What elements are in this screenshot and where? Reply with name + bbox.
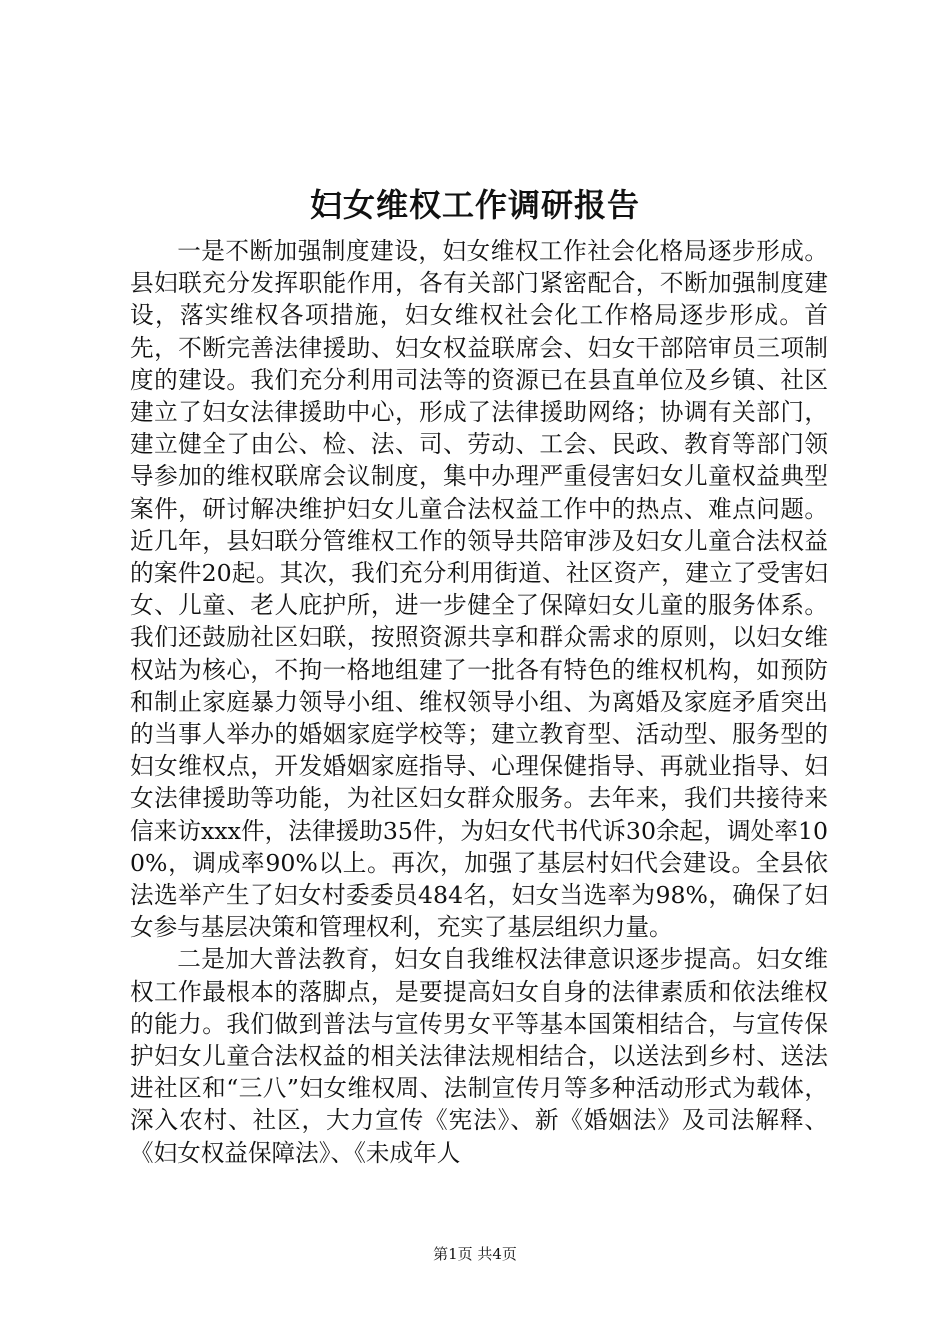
paragraph-2: 二是加大普法教育，妇女自我维权法律意识逐步提高。妇女维权工作最根本的落脚点，是要提高妇女自身的法律素质和依法维权的能力。我们做到普法与宣传男女平等基本国策相结合，与宣传保护妇女儿童合法权益的相关法律法规相结合，以送法到乡村、送法进社区和“三八”妇女维权周、法制宣传月等多种活动形式为载体，深入农村、社区，大力宣传《宪法》、新《婚姻法》及司法解释、《妇女权益保障法》、《未成年人 [130,945,828,1167]
page-footer [0,1244,950,1264]
page-number: 第1页 共4页 [433,1245,517,1263]
document-title: 妇女维权工作调研报告 [309,186,640,224]
paragraph-1: 一是不断加强制度建设，妇女维权工作社会化格局逐步形成。县妇联充分发挥职能作用，各有关部门紧密配合，不断加强制度建设，落实维权各项措施，妇女维权社会化工作格局逐步形成。首先，不断完善法律援助、妇女权益联席会、妇女干部陪审员三项制度的建设。我们充分利用司法等的资源已在县直单位及乡镇、社区建立了妇女法律援助中心，形成了法律援助网络；协调有关部门，建立健全了由公、检、法、司、劳动、工会、民政、教育等部门领导参加的维权联席会议制度，集中办理严重侵害妇女儿童权益典型案件，研讨解决维护妇女儿童合法权益工作中的热点、难点问题。近几年，县妇联分管维权工作的领导共陪审涉及妇女儿童合法权益的案件20起。其次，我们充分利用街道、社区资产，建立了受害妇女、儿童、老人庇护所，进一步健全了保障妇女儿童的服务体系。我们还鼓励社区妇联，按照资源共享和群众需求的原则，以妇女维权站为核心，不拘一格地组建了一批各有特色的维权机构，如预防和制止家庭暴力领导小组、维权领导小组、为离婚及家庭矛盾突出的当事人举办的婚姻家庭学校等；建立教育型、活动型、服务型的妇女维权点，开发婚姻家庭指导、心理保健指导、再就业指导、妇女法律援助等功能，为社区妇女群众服务。去年来，我们共接待来信来访xxx件，法律援助35件，为妇女代书代诉30余起，调处率100%，调成率90%以上。再次，加强了基层村妇代会建设。全县依法选举产生了妇女村委委员484名，妇女当选率为98%，确保了妇女参与基层决策和管理权利，充实了基层组织力量。 [130,237,828,942]
document-body [130,235,828,1169]
